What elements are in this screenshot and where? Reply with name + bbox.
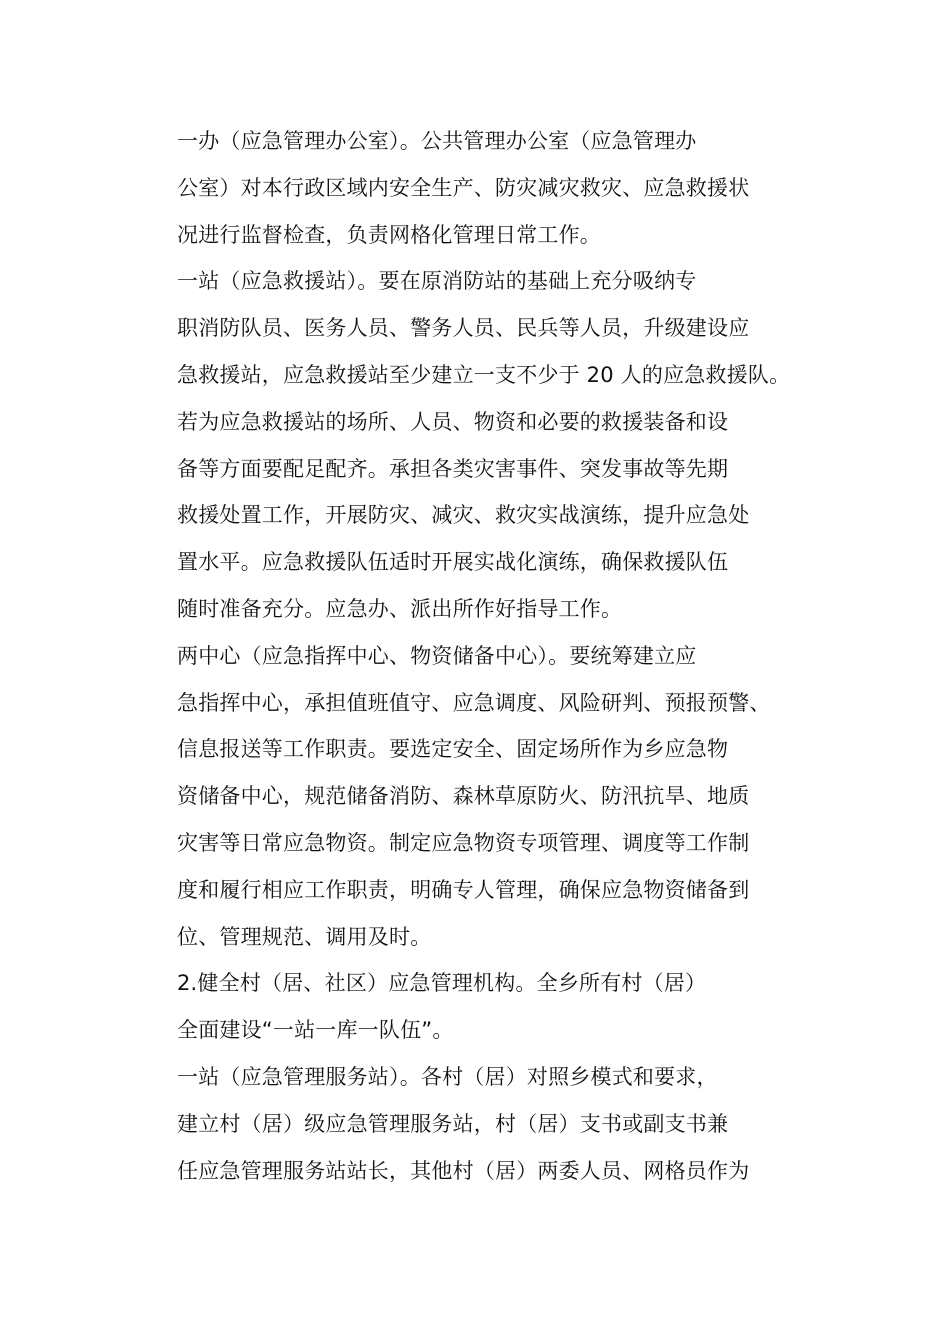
text-line: 位、管理规范、调用及时。 xyxy=(177,924,432,949)
text-line: 信息报送等工作职责。要选定安全、固定场所作为乡应急物 xyxy=(177,737,729,762)
text-line: 灾害等日常应急物资。制定应急物资专项管理、调度等工作制 xyxy=(177,830,750,855)
text-line: 公室）对本行政区域内安全生产、防灾减灾救灾、应急救援状 xyxy=(177,175,750,200)
text-line: 急救援站，应急救援站至少建立一支不少于 20 人的应急救援队。 xyxy=(177,362,791,387)
text-line: 置水平。应急救援队伍适时开展实战化演练，确保救援队伍 xyxy=(177,550,729,575)
text-line: 2.健全村（居、社区）应急管理机构。全乡所有村（居） xyxy=(177,971,707,996)
text-line: 全面建设“一站一库一队伍”。 xyxy=(177,1018,454,1043)
text-line: 职消防队员、医务人员、警务人员、民兵等人员，升级建设应 xyxy=(177,316,750,341)
text-line: 任应急管理服务站站长，其他村（居）两委人员、网格员作为 xyxy=(177,1158,750,1183)
body-text xyxy=(177,118,817,1194)
text-line: 若为应急救援站的场所、人员、物资和必要的救援装备和设 xyxy=(177,409,729,434)
text-line: 一办（应急管理办公室）。公共管理办公室（应急管理办 xyxy=(177,129,697,153)
text-line: 度和履行相应工作职责，明确专人管理，确保应急物资储备到 xyxy=(177,877,750,902)
text-line: 救援处置工作，开展防灾、减灾、救灾实战演练，提升应急处 xyxy=(177,503,750,528)
text-line: 建立村（居）级应急管理服务站，村（居）支书或副支书兼 xyxy=(177,1111,729,1136)
text-line: 资储备中心，规范储备消防、森林草原防火、防汛抗旱、地质 xyxy=(177,784,750,809)
text-line: 两中心（应急指挥中心、物资储备中心）。要统筹建立应 xyxy=(177,643,697,668)
text-line: 备等方面要配足配齐。承担各类灾害事件、突发事故等先期 xyxy=(177,456,729,481)
text-line: 一站（应急管理服务站）。各村（居）对照乡模式和要求， xyxy=(177,1064,718,1089)
text-line: 况进行监督检查，负责网格化管理日常工作。 xyxy=(177,222,601,247)
text-line: 一站（应急救援站）。要在原消防站的基础上充分吸纳专 xyxy=(177,269,697,294)
text-line: 急指挥中心，承担值班值守、应急调度、风险研判、预报预警、 xyxy=(177,690,771,715)
text-line: 随时准备充分。应急办、派出所作好指导工作。 xyxy=(177,596,623,621)
